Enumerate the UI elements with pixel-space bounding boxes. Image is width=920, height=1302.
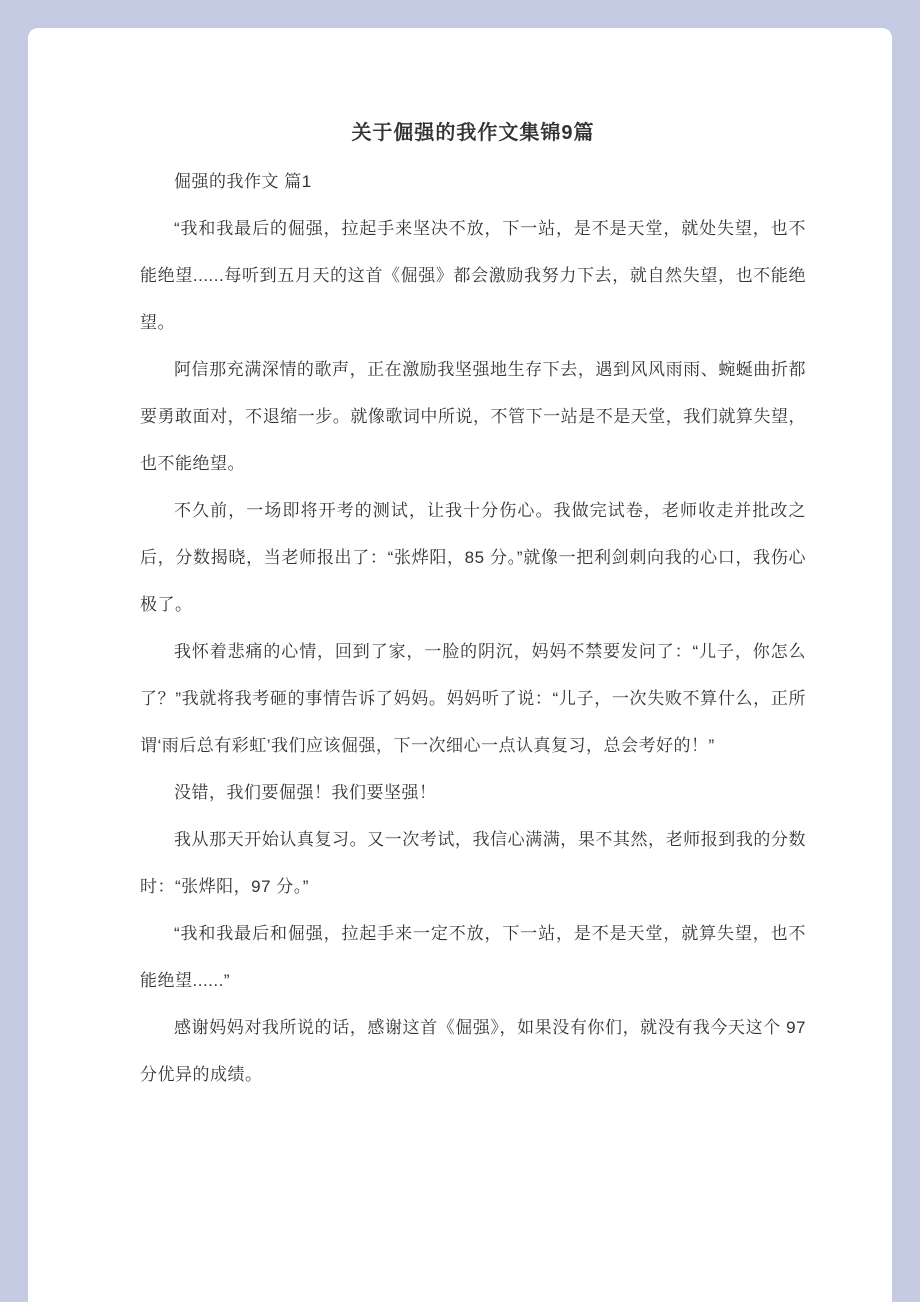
paragraph-section-heading: 倔强的我作文 篇1: [174, 172, 312, 191]
document-page: [28, 28, 892, 1302]
paragraph: “我和我最后和倔强，拉起手来一定不放，下一站，是不是天堂，就算失望，也不能绝望......”: [140, 924, 806, 990]
paragraph: 不久前，一场即将开考的测试，让我十分伤心。我做完试卷，老师收走并批改之后，分数揭晓，当老师报出了：“张烨阳，85 分。”就像一把利剑刺向我的心口，我伤心极了。: [140, 501, 806, 614]
paragraph: “我和我最后的倔强，拉起手来坚决不放，下一站，是不是天堂，就处失望，也不能绝望......每听到五月天的这首《倔强》都会激励我努力下去，就自然失望，也不能绝望。: [140, 219, 806, 332]
paragraph: 我怀着悲痛的心情，回到了家，一脸的阴沉，妈妈不禁要发问了：“儿子，你怎么了？”我就将我考砸的事情告诉了妈妈。妈妈听了说：“儿子，一次失败不算什么，正所谓‘雨后总有彩虹’我们应该倔强，下一次细心一点认真复习，总会考好的！”: [140, 642, 806, 755]
paragraph: 感谢妈妈对我所说的话，感谢这首《倔强》，如果没有你们，就没有我今天这个 97 分优异的成绩。: [140, 1018, 806, 1084]
paragraph: 没错，我们要倔强！我们要坚强！: [174, 783, 437, 802]
document-title: 关于倔强的我作文集锦9篇: [351, 122, 595, 144]
paragraph: 我从那天开始认真复习。又一次考试，我信心满满，果不其然，老师报到我的分数时：“张烨阳，97 分。”: [140, 830, 806, 896]
paragraph: 阿信那充满深情的歌声，正在激励我坚强地生存下去，遇到风风雨雨、蜿蜒曲折都要勇敢面对，不退缩一步。就像歌词中所说，不管下一站是不是天堂，我们就算失望，也不能绝望。: [140, 360, 806, 473]
